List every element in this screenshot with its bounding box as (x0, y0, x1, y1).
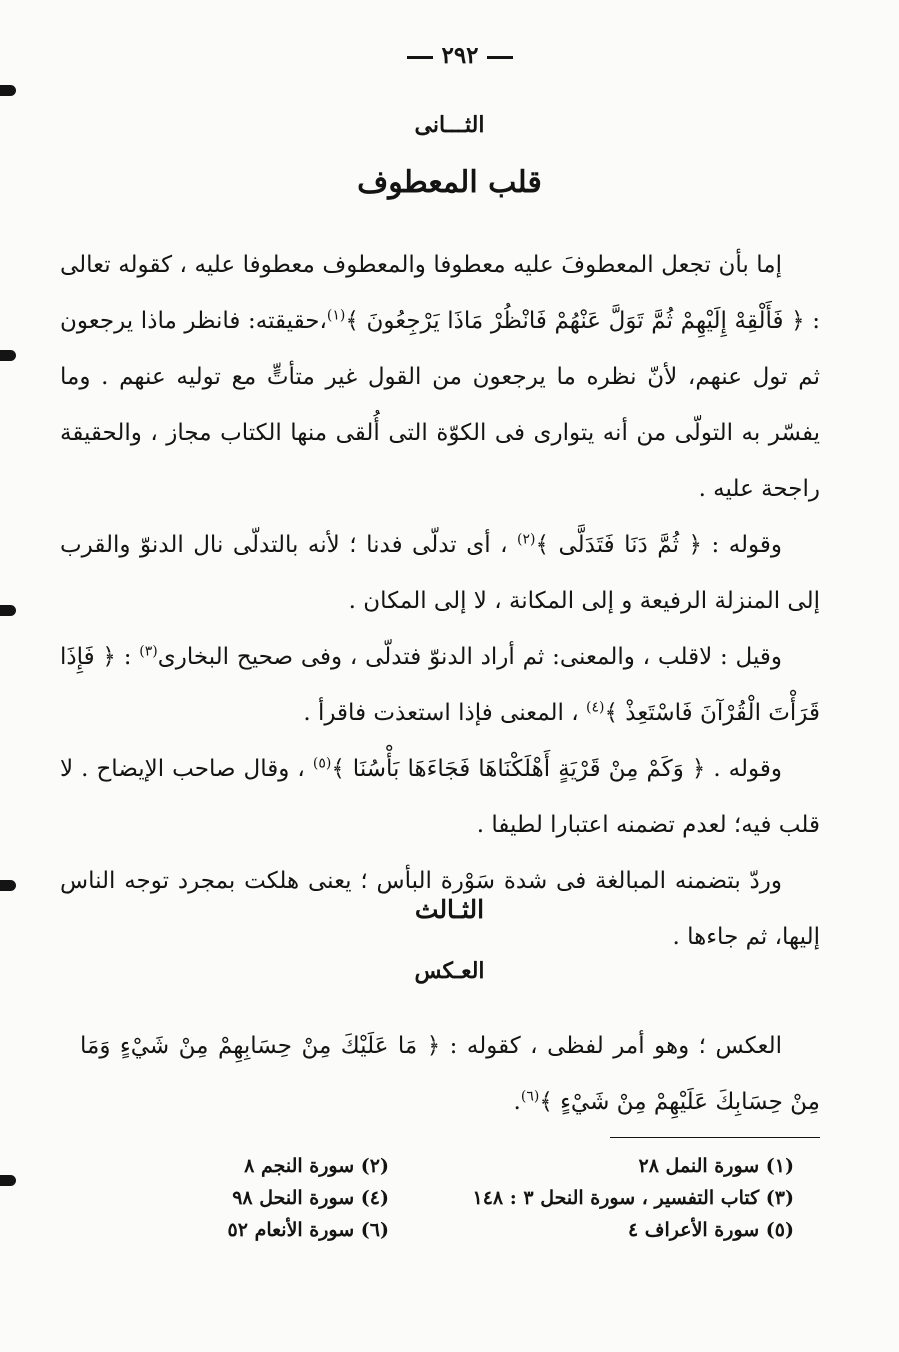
scan-edge-mark (0, 85, 16, 96)
footnote-item: (٣) كتاب التفسير ، سورة النحل ٣ : ١٤٨ (472, 1187, 794, 1209)
footnotes-left-column (228, 1150, 389, 1246)
footnote-ref: (٣) (139, 643, 158, 660)
section-two-body (60, 237, 820, 965)
footnote-item: (٢) سورة النجم ٨ (244, 1155, 389, 1177)
paragraph: وردّ بتضمنه المبالغة فى شدة سَوْرة البأس ؛ يعنى هلكت بمجرد توجه الناس إليها، ثم جاءها . (60, 868, 820, 950)
footnote-ref: (١) (326, 307, 346, 324)
footnote-ref: (٥) (312, 755, 332, 772)
section-two-label: الثـــانى (414, 112, 485, 138)
footnote-ref: (٤) (586, 699, 605, 716)
section-three-body (80, 1018, 820, 1130)
paragraph: وقوله : ﴿ ثُمَّ دَنَا فَتَدَلَّى ﴾$^{(٢)}$ ، أى تدلّى فدنا ؛ لأنه بالتدلّى نال الدنوّ والقرب إلى المنزلة الرفيعة و إلى المكانة ، لا إلى المكان . (60, 531, 820, 614)
paragraph: وقيل : لاقلب ، والمعنى: ثم أراد الدنوّ فتدلّى ، وفى صحيح البخارى$^{(٣)}$ : ﴿ فَإِذَا قَرَأْتَ الْقُرْآنَ فَاسْتَعِذْ ﴾$^{(٤)}$ ، المعنى فإذا استعذت فاقرأ . (60, 643, 820, 726)
scan-edge-mark (0, 880, 16, 891)
section-three-title: العـكس (414, 958, 485, 984)
scan-edge-mark (0, 605, 16, 616)
footnote-item: (٤) سورة النحل ٩٨ (232, 1187, 389, 1209)
paragraph: إما بأن تجعل المعطوفَ عليه معطوفا والمعطوف معطوفا عليه ، كقوله تعالى : ﴿ فَأَلْقِهْ إِلَيْهِمْ ثُمَّ تَوَلَّ عَنْهُمْ فَانْظُرْ مَاذَا يَرْجِعُونَ ﴾$^{(١)}$،حقيقته: فانظر ماذا يرجعون ثم تول عنهم، لأنّ نظره ما يرجعون من القول غير متأتٍّ مع توليه عنهم . وما يفسّر به التولّى من أنه يتوارى فى الكوّة التى أُلقى منها الكتاب مجاز ، والحقيقة راجحة عليه . (60, 252, 820, 502)
section-three-label: الثـالث (414, 895, 485, 924)
section-two-title: قلب المعطوف (357, 165, 542, 200)
footnote-item: (٦) سورة الأنعام ٥٢ (227, 1219, 389, 1241)
scan-edge-mark (0, 350, 16, 361)
footnote-item: (٥) سورة الأعراف ٤ (627, 1219, 794, 1241)
footnote-ref: (٦) (520, 1088, 540, 1105)
footnotes-right-column (473, 1150, 794, 1246)
footnote-divider (610, 1137, 820, 1138)
footnote-ref: (٢) (517, 531, 536, 548)
paragraph: العكس ؛ وهو أمر لفظى ، كقوله : ﴿ مَا عَلَيْكَ مِنْ حِسَابِهِمْ مِنْ شَيْءٍ وَمَا مِنْ حِسَابِكَ عَلَيْهِمْ مِنْ شَيْءٍ ﴾$^{(٦)}$. (80, 1033, 820, 1115)
footnote-item: (١) سورة النمل ٢٨ (638, 1155, 794, 1177)
page-number: ٢٩٢ (350, 42, 570, 69)
paragraph: وقوله . ﴿ وَكَمْ مِنْ قَرْيَةٍ أَهْلَكْنَاهَا فَجَاءَهَا بَأْسُنَا ﴾$^{(٥)}$ ، وقال صاحب الإيضاح . لا قلب فيه؛ لعدم تضمنه اعتبارا لطيفا . (60, 755, 820, 838)
scan-edge-mark (0, 1175, 16, 1186)
